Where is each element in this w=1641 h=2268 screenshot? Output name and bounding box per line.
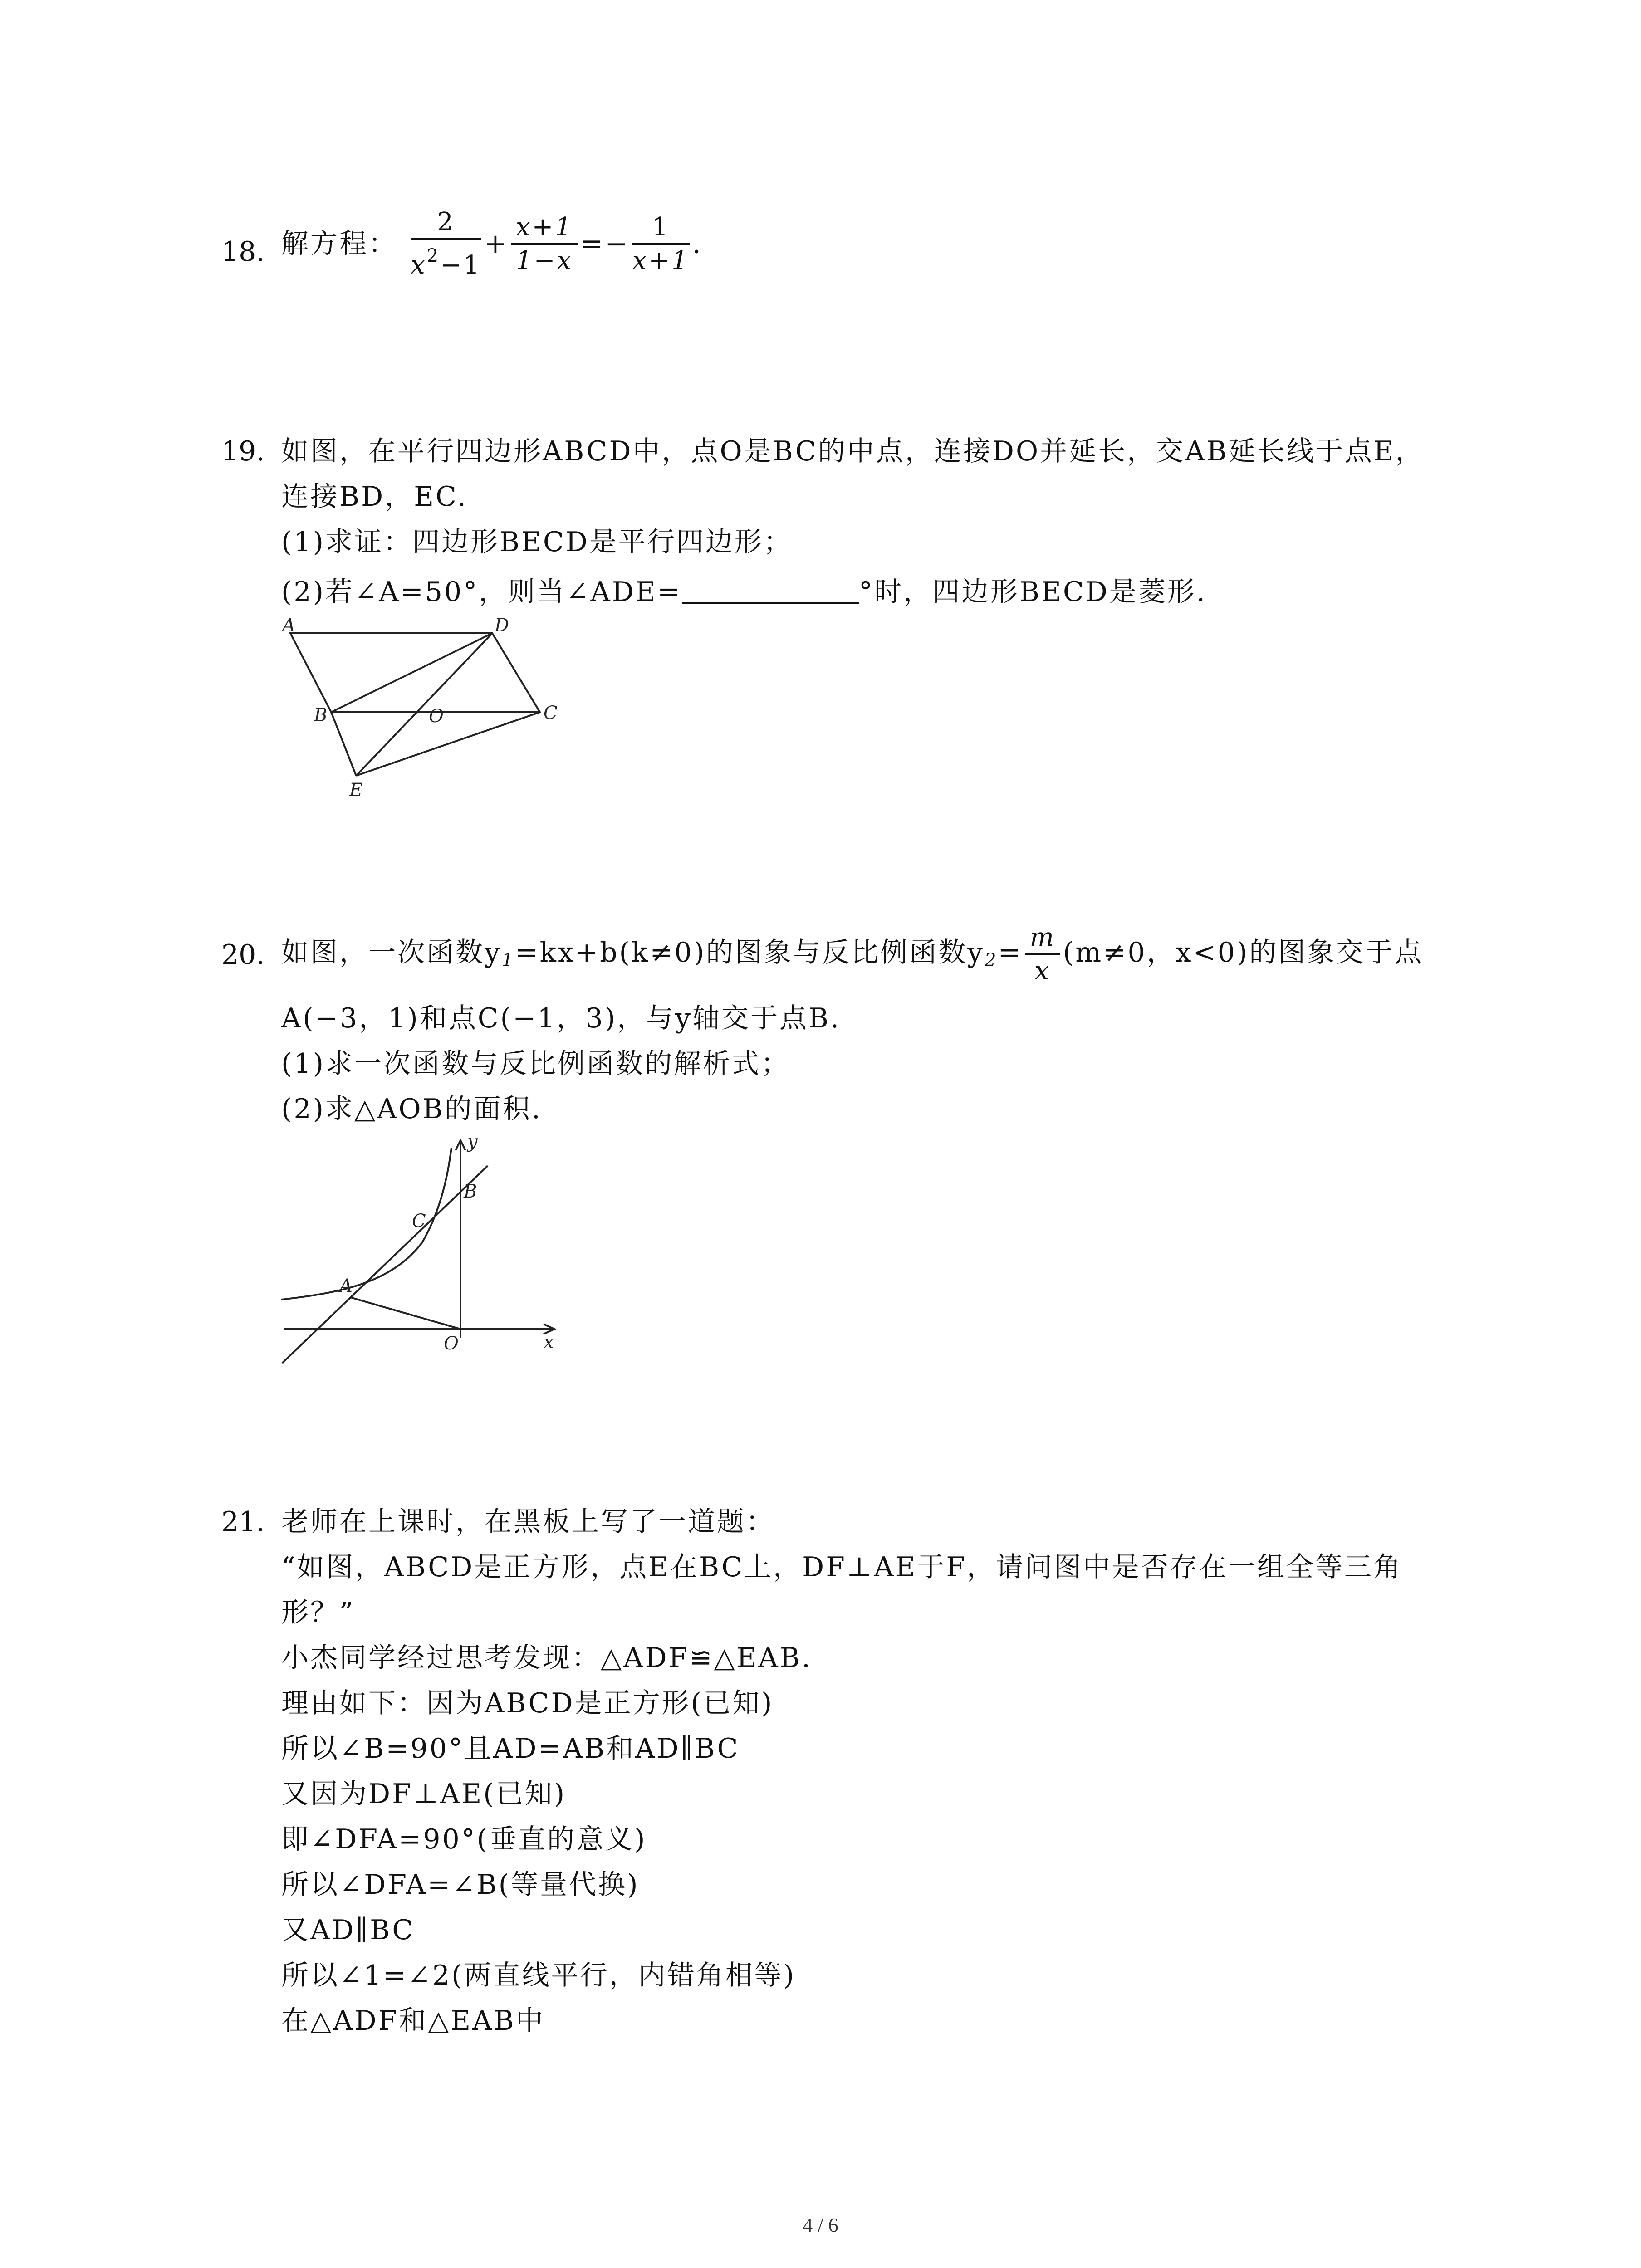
q20-frac-den: x [1034,956,1051,986]
q19-line-2: 连接BD，EC. [281,481,468,513]
page-number: 4 / 6 [803,2214,838,2236]
q19-label-o: O [429,706,444,727]
q18-frac3-num: 1 [632,211,690,245]
q18-label: 解方程： [281,228,397,260]
q20-line-1-c: = [998,937,1023,968]
q20-line-1-d: (m≠0，x<0)的图象交于点 [1063,937,1424,968]
q20-frac-num: m [1025,922,1060,955]
q21-line-12: 在△ADF和△EAB中 [281,2005,545,2037]
q18-fraction-2 [511,211,578,277]
q20-number: 20. [221,939,265,971]
q21-line-9: 所以∠DFA=∠B(等量代换) [281,1869,640,1901]
q18-period: . [692,228,703,260]
q21-line-6: 所以∠B=90°且AD=AB和AD∥BC [281,1733,740,1765]
q18-fraction-3 [632,211,690,277]
q19-number: 19. [221,435,265,467]
q18-frac1-num: 2 [411,206,481,240]
q18-number: 18. [221,236,265,268]
q19-segment-be [331,712,356,776]
q19-segment-de [356,633,492,776]
q20-label-a: A [339,1276,353,1296]
q21-line-8: 即∠DFA=90°(垂直的意义) [281,1823,647,1855]
q20-fraction [1025,922,1060,987]
q20-part-2: (2)求△AOB的面积. [281,1093,542,1125]
q21-line-7: 又因为DF⊥AE(已知) [281,1778,567,1810]
q20-function-graph [272,1129,567,1370]
q21-line-3: 形？” [281,1597,355,1628]
q18-equation [281,206,703,281]
q18-frac1-den [411,240,481,281]
q18-frac2-den: 1−x [515,245,573,275]
q19-line-1: 如图，在平行四边形ABCD中，点O是BC的中点，连接DO并延长，交AB延长线于点E， [281,435,1425,467]
q20-line-2: A(−3，1)和点C(−1，3)，与y轴交于点B. [281,1002,841,1034]
q21-line-11: 所以∠1=∠2(两直线平行，内错角相等) [281,1960,796,1991]
q19-label-c: C [544,703,558,723]
q20-sub-1: 1 [501,950,515,971]
q18-plus: + [484,228,509,260]
q18-fraction-1 [411,206,481,281]
q19-parallelogram-abcd [290,633,540,712]
q20-label-y: y [467,1131,478,1152]
q21-line-5: 理由如下：因为ABCD是正方形(已知) [281,1687,774,1719]
q18-frac3-den: x+1 [632,245,690,275]
q19-label-d: D [495,617,509,636]
q20-part-1: (1)求一次函数与反比例函数的解析式； [281,1048,790,1080]
q20-line-1-a: 如图，一次函数y [281,937,502,968]
q20-sub-2: 2 [985,950,998,971]
q19-label-e: E [349,780,363,798]
q19-label-a: A [282,617,295,636]
q20-label-c: C [412,1211,426,1232]
q19-segment-bd [331,633,492,712]
q18-frac1-den-base: x [411,250,427,280]
q20-line-1 [281,916,1423,997]
q21-number: 21. [221,1506,265,1538]
q20-line-1-b: =kx+b(k≠0)的图象与反比例函数y [515,937,985,968]
q19-part-1: (1)求证：四边形BECD是平行四边形； [281,526,793,558]
q21-line-10: 又AD∥BC [281,1914,415,1946]
q19-answer-blank[interactable] [682,575,859,604]
q18-frac2-num: x+1 [511,211,578,245]
q18-frac1-den-exp: 2 [426,245,441,266]
q19-part-2-pre: (2)若∠A=50°，则当∠ADE= [281,576,682,608]
q20-label-b: B [464,1181,477,1202]
q18-frac1-den-rest: −1 [440,250,481,280]
q19-part-2-post: °时，四边形BECD是菱形. [859,576,1207,608]
q19-segment-ec [356,712,540,776]
q18-equals: =− [580,228,630,260]
q21-line-2: “如图，ABCD是正方形，点E在BC上，DF⊥AE于F，请问图中是否存在一组全等三角 [281,1551,1403,1583]
q19-parallelogram-figure [272,617,567,798]
q21-line-4: 小杰同学经过思考发现：△ADF≌△EAB. [281,1642,812,1674]
q20-label-o: O [444,1333,459,1354]
q20-segment-ao [350,1297,460,1329]
q19-label-b: B [314,705,328,726]
q21-line-1: 老师在上课时，在黑板上写了一道题： [281,1506,775,1538]
q20-hyperbola-curve [281,1148,451,1300]
q19-part-2 [281,574,1207,610]
q20-label-x: x [544,1332,554,1353]
